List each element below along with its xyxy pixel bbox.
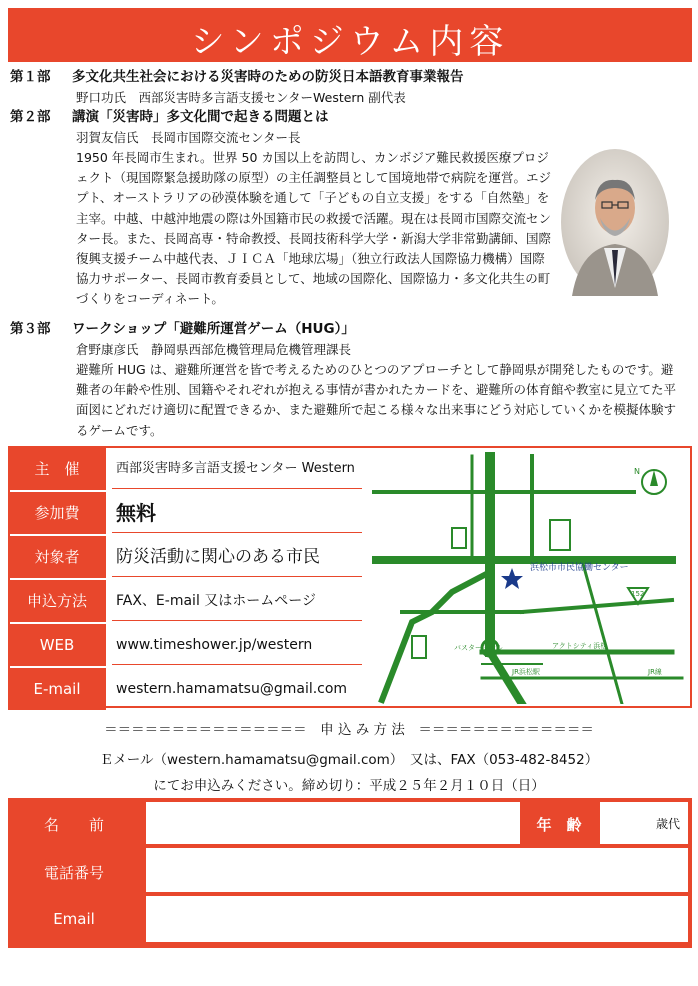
info-value: 防災活動に関心のある市民	[112, 536, 362, 577]
venue-map	[372, 452, 686, 704]
map-label-act: アクトシティ浜松	[552, 642, 608, 650]
application-line-2: にてお申込みください。締め切り：平成２５年２月１０日（日）	[153, 778, 545, 794]
info-row-method	[8, 580, 362, 623]
age-label: 年 齢	[536, 816, 582, 834]
page-title: シンポジウム内容	[190, 22, 510, 62]
info-row-web	[8, 624, 362, 667]
map-label-jr-line: JR線	[648, 668, 662, 676]
info-label: 対象者	[8, 536, 106, 578]
email-link[interactable]: western.hamamatsu@gmail.com	[116, 681, 348, 697]
header-banner	[8, 8, 692, 62]
info-label: 参加費	[8, 492, 106, 534]
application-form	[8, 798, 692, 948]
part-1-title: 多文化共生社会における災害時のための防災日本語教育事業報告	[72, 69, 464, 85]
part-1-heading	[10, 68, 464, 86]
part-3-label: 第３部	[10, 321, 51, 337]
part-2-title: 講演「災害時」多文化間で起きる問題とは	[72, 109, 329, 125]
age-unit: 歳代	[655, 817, 680, 831]
info-label: E-mail	[8, 668, 106, 710]
email-label: Email	[53, 910, 95, 928]
info-value: 無料	[112, 492, 362, 533]
info-value: 西部災害時多言語支援センター Western	[112, 448, 362, 489]
age-field[interactable]	[600, 802, 688, 844]
info-label: 申込方法	[8, 580, 106, 622]
speaker-portrait	[560, 148, 670, 296]
part-3-speaker: 倉野康彦氏 静岡県西部危機管理局危機管理課長	[76, 342, 352, 357]
part-2-bio: 1950 年長岡市生まれ。世界 50 カ国以上を訪問し、カンボジア難民救援医療プロジェクト（現国際緊急援助隊の原型）の主任調整員として国境地帯で病院を運営。エジプト、オーストラリアの砂漠体験を通して「子どもの自立支援」をする「自然塾」を主宰。中越、中越沖地震の際は外国籍市民の救援で活躍。現在は長岡市国際交流センター長。また、長岡高専・特命教授、長岡技術科学大学・新潟大学非常勤講師、国際復興支援チーム中越代表、ＪＩＣＡ「地球広場」（独立行政法人国際協力機構）国際協力サポーター、長岡市教育委員として、地域の国際化、国際協力・多文化共生の町づくりをコーディネート。	[76, 150, 552, 307]
part-2-label: 第２部	[10, 109, 51, 125]
web-link[interactable]: www.timeshower.jp/western	[112, 624, 362, 665]
map-label-bus: バスターミナル	[454, 644, 503, 652]
info-value: FAX、E-mail 又はホームページ	[112, 580, 362, 621]
map-venue-label: 浜松市市民協働センター	[530, 563, 629, 573]
map-north-label: N	[634, 467, 640, 476]
application-line-1: Ｅメール（western.hamamatsu@gmail.com） 又は、FAX（053-482-8452）	[99, 752, 599, 768]
info-row-organizer	[8, 448, 362, 491]
info-row-audience	[8, 536, 362, 579]
phone-field[interactable]	[146, 848, 688, 892]
part-1-label: 第１部	[10, 69, 51, 85]
email-field[interactable]	[146, 896, 688, 942]
part-2-speaker: 羽賀友信氏 長岡市国際交流センター長	[76, 130, 301, 145]
name-field[interactable]	[146, 802, 520, 844]
info-label: WEB	[8, 624, 106, 666]
part-3-bio: 避難所 HUG は、避難所運営を皆で考えるためのひとつのアプローチとして静岡県が開発したものです。避難者の年齢や性別、国籍やそれぞれが抱える事情が書かれたカードを、避難所の体育館や教室に見立てた平面図にどれだけ適切に配置できるか、また避難所で起こる様々な出来事にどう対応していくかを模擬体験するゲームです。	[76, 362, 677, 438]
part-3-title: ワークショップ「避難所運営ゲーム（HUG）」	[72, 321, 355, 337]
part-3-heading	[10, 320, 355, 338]
name-label: 名 前	[43, 816, 104, 834]
info-row-email	[8, 668, 362, 711]
map-route-label: 152	[631, 590, 645, 598]
phone-label: 電話番号	[43, 864, 104, 882]
map-label-jr-station: JR浜松駅	[512, 668, 540, 676]
info-row-fee	[8, 492, 362, 535]
info-label: 主 催	[8, 448, 106, 490]
part-2-heading	[10, 108, 329, 126]
part-1-speaker: 野口功氏 西部災害時多言語支援センターWestern 副代表	[76, 90, 406, 105]
application-heading: ＝＝＝＝＝＝＝＝＝＝＝＝＝＝＝ 申 込 み 方 法 ＝＝＝＝＝＝＝＝＝＝＝＝＝	[104, 722, 594, 738]
